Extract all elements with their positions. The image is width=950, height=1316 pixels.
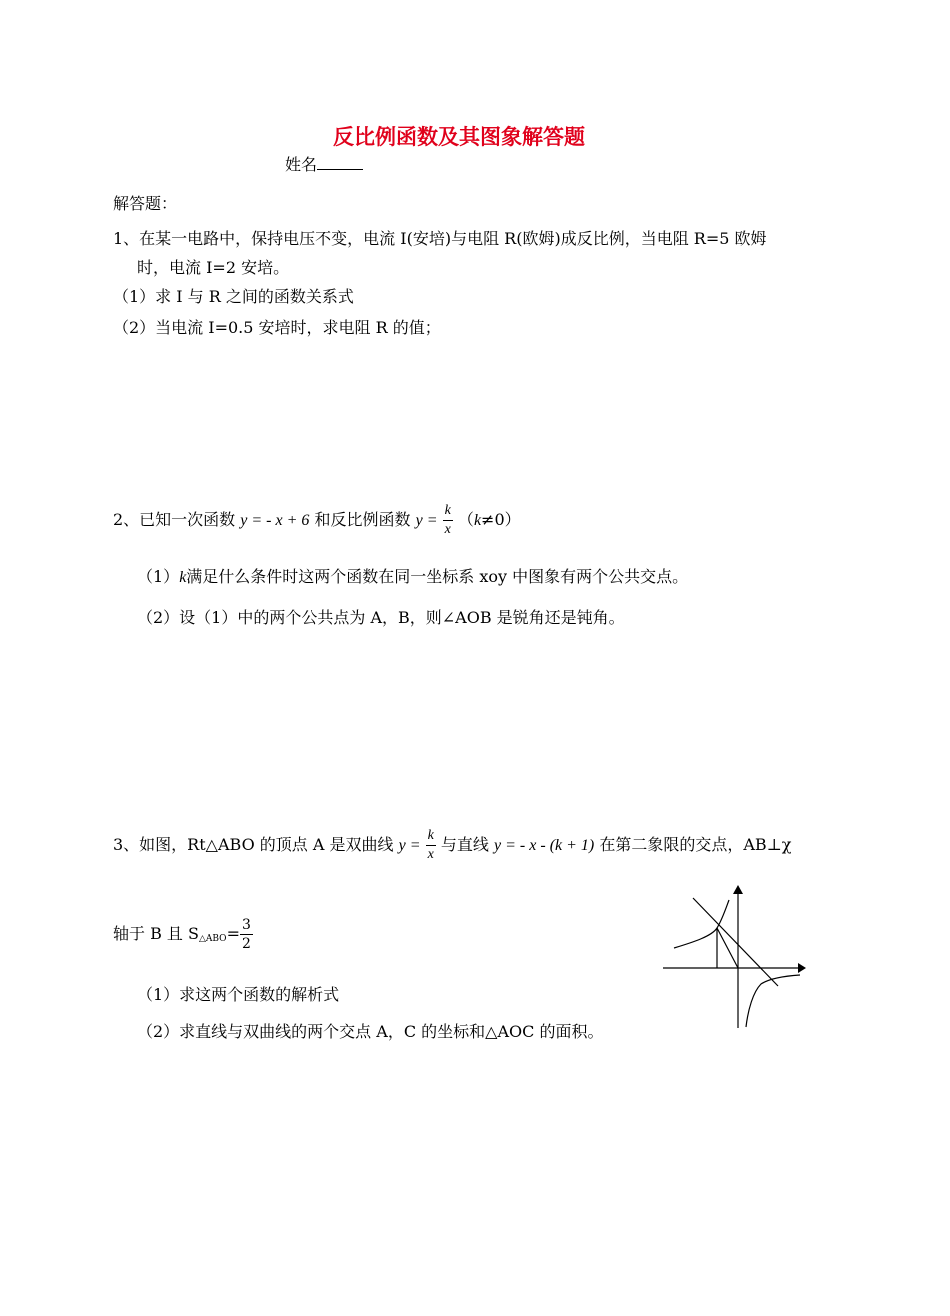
q3-part2: （2）求直线与双曲线的两个交点 A，C 的坐标和△AOC 的面积。 — [137, 1022, 604, 1041]
x-axis-arrow — [798, 963, 806, 973]
q2-frac-numerator: k — [443, 504, 453, 521]
name-blank[interactable] — [317, 155, 363, 170]
q2-y-eq: y = — [415, 512, 438, 529]
q3-line2 — [113, 918, 253, 951]
section-label: 解答题： — [113, 194, 178, 213]
q2-part1-rest: 满足什么条件时这两个函数在同一坐标系 xoy 中图象有两个公共交点。 — [186, 567, 689, 586]
q3-figure — [660, 880, 810, 1030]
q2-part1-prefix: （1） — [137, 567, 180, 586]
q3-fraction — [426, 829, 436, 862]
q1-part2: （2）当电流 I=0.5 安培时，求电阻 R 的值； — [113, 318, 441, 337]
q3-frac-denominator: x — [427, 847, 434, 862]
q3-area-fraction — [240, 918, 253, 951]
q1-line2: 时，电流 I=2 安培。 — [137, 258, 290, 277]
q2-linear-function: y = - x + 6 — [240, 512, 310, 529]
q2-cond-open: （ — [457, 510, 474, 529]
q2-cond-rest: ≠0） — [481, 510, 521, 529]
q2-prefix: 2、已知一次函数 — [113, 510, 236, 529]
q3-suffix: 在第二象限的交点，AB⊥χ — [599, 835, 792, 854]
q2-cond-k: k — [473, 512, 482, 529]
q3-statement — [113, 829, 791, 862]
y-axis-arrow — [733, 885, 743, 894]
q3-line2-eq: = — [226, 924, 240, 943]
q2-statement — [113, 504, 521, 537]
q2-mid: 和反比例函数 — [314, 510, 411, 529]
q3-prefix: 3、如图，Rt△ABO 的顶点 A 是双曲线 — [113, 835, 394, 854]
q2-part2: （2）设（1）中的两个公共点为 A，B，则∠AOB 是锐角还是钝角。 — [137, 608, 625, 627]
q3-line2-subscript: △ABO — [198, 934, 227, 944]
q3-frac-numerator: k — [426, 829, 436, 846]
line-y-minus-x — [693, 898, 778, 986]
name-label: 姓名 — [285, 155, 318, 174]
q1-part1: （1）求 I 与 R 之间的函数关系式 — [113, 287, 354, 306]
q2-part1 — [137, 567, 688, 587]
q3-part1: （1）求这两个函数的解析式 — [137, 985, 340, 1004]
hyperbola-branch-lower-right — [746, 975, 800, 1027]
q1-line1: 1、在某一电路中，保持电压不变，电流 I(安培)与电阻 R(欧姆)成反比例，当电阻 R=5 欧姆 — [113, 229, 767, 248]
name-field[interactable] — [285, 155, 363, 174]
q3-area-numerator: 3 — [241, 917, 251, 933]
q2-part1-k: k — [179, 569, 187, 586]
q3-area-denominator: 2 — [241, 936, 251, 952]
q3-line-function: y = - x - (k + 1) — [494, 837, 595, 854]
q2-frac-denominator: x — [444, 522, 451, 537]
q3-mid: 与直线 — [440, 835, 489, 854]
page-title: 反比例函数及其图象解答题 — [333, 124, 585, 149]
q3-y-eq: y = — [398, 837, 421, 854]
q2-fraction — [443, 504, 453, 537]
q3-line2-prefix: 轴于 B 且 S — [113, 924, 199, 943]
